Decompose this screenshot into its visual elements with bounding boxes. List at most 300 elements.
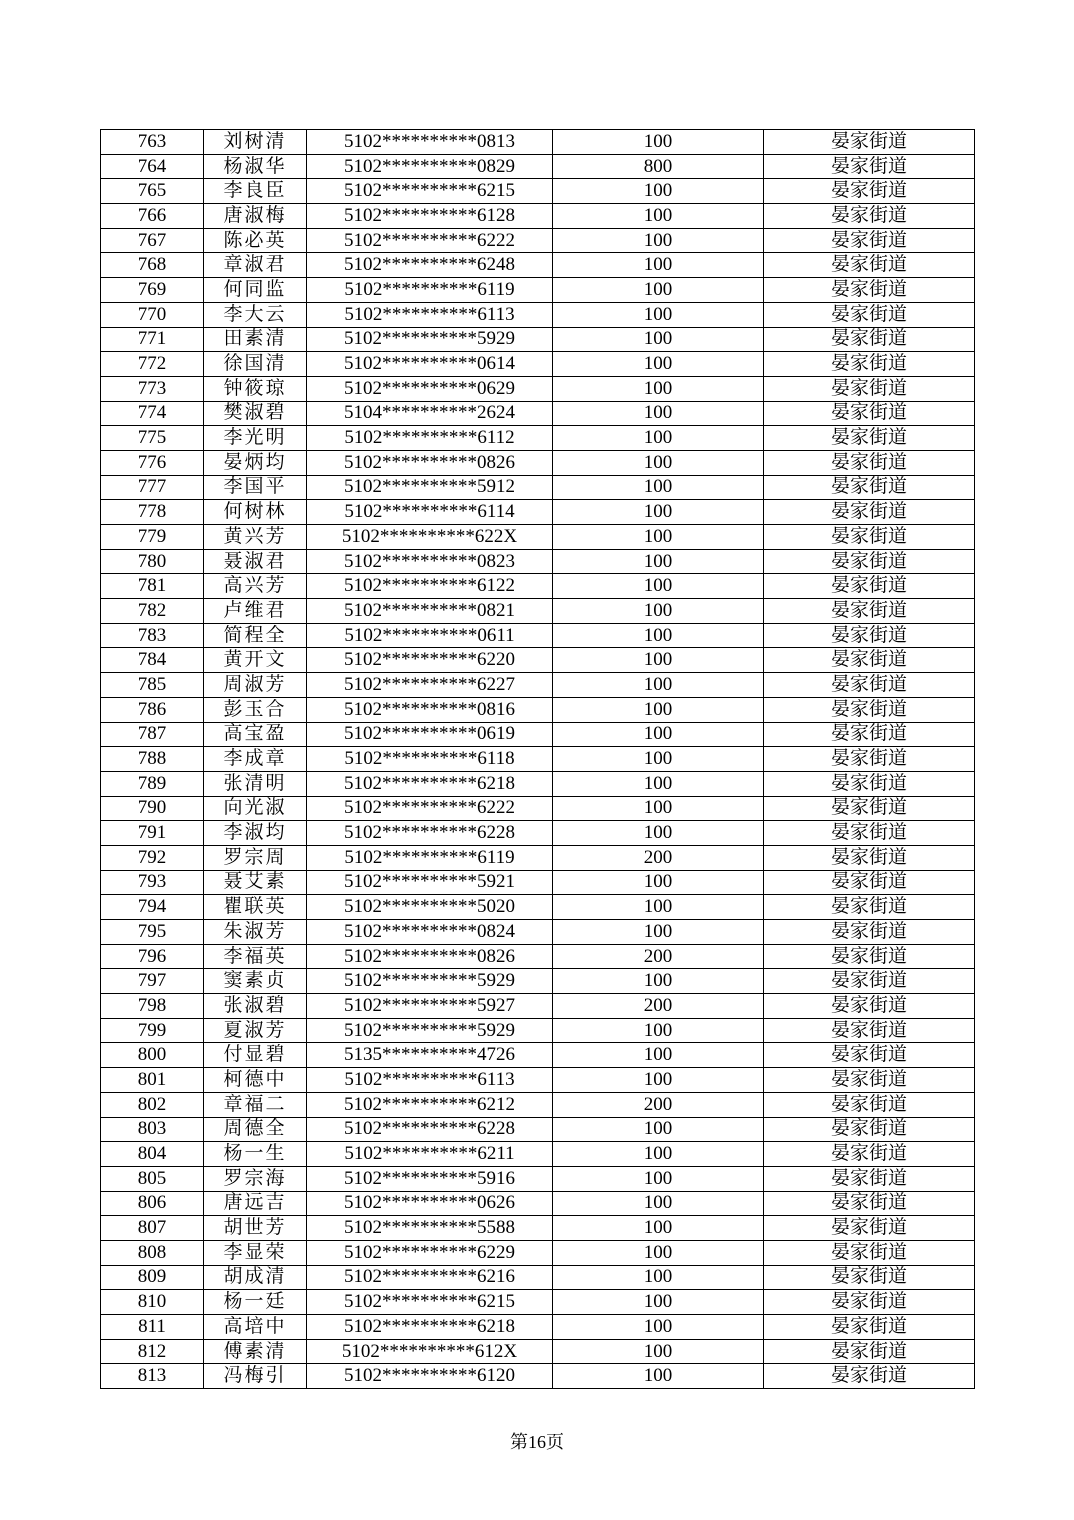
street-cell: 晏家街道	[764, 722, 975, 747]
id-number-cell: 5102**********0826	[307, 450, 553, 475]
id-number-cell: 5102**********0829	[307, 154, 553, 179]
row-number-cell: 781	[101, 574, 204, 599]
amount-cell: 200	[553, 845, 764, 870]
id-number-cell: 5102**********6216	[307, 1265, 553, 1290]
name-cell: 唐淑梅	[204, 204, 307, 229]
row-number-cell: 813	[101, 1364, 204, 1389]
table-row	[101, 154, 975, 179]
amount-cell: 100	[553, 500, 764, 525]
row-number-cell: 775	[101, 426, 204, 451]
street-cell: 晏家街道	[764, 796, 975, 821]
row-number-cell: 791	[101, 821, 204, 846]
street-cell: 晏家街道	[764, 549, 975, 574]
street-cell: 晏家街道	[764, 1142, 975, 1167]
id-number-cell: 5102**********5927	[307, 994, 553, 1019]
row-number-cell: 768	[101, 253, 204, 278]
street-cell: 晏家街道	[764, 204, 975, 229]
name-cell: 李显荣	[204, 1240, 307, 1265]
id-number-cell: 5102**********0619	[307, 722, 553, 747]
street-cell: 晏家街道	[764, 1315, 975, 1340]
street-cell: 晏家街道	[764, 845, 975, 870]
table-row	[101, 920, 975, 945]
table-row	[101, 944, 975, 969]
name-cell: 何同监	[204, 278, 307, 303]
name-cell: 李国平	[204, 475, 307, 500]
street-cell: 晏家街道	[764, 154, 975, 179]
id-number-cell: 5102**********6218	[307, 771, 553, 796]
street-cell: 晏家街道	[764, 574, 975, 599]
name-cell: 陈必英	[204, 228, 307, 253]
table-row	[101, 1043, 975, 1068]
amount-cell: 100	[553, 1166, 764, 1191]
id-number-cell: 5102**********0629	[307, 376, 553, 401]
id-number-cell: 5102**********6119	[307, 278, 553, 303]
row-number-cell: 796	[101, 944, 204, 969]
street-cell: 晏家街道	[764, 870, 975, 895]
table-row	[101, 1315, 975, 1340]
name-cell: 傅素清	[204, 1339, 307, 1364]
id-number-cell: 5102**********0824	[307, 920, 553, 945]
id-number-cell: 5102**********6229	[307, 1240, 553, 1265]
table-row	[101, 895, 975, 920]
row-number-cell: 812	[101, 1339, 204, 1364]
table-row	[101, 697, 975, 722]
amount-cell: 100	[553, 352, 764, 377]
amount-cell: 100	[553, 895, 764, 920]
amount-cell: 100	[553, 130, 764, 155]
row-number-cell: 800	[101, 1043, 204, 1068]
row-number-cell: 785	[101, 673, 204, 698]
id-number-cell: 5102**********6222	[307, 796, 553, 821]
amount-cell: 100	[553, 204, 764, 229]
id-number-cell: 5102**********5912	[307, 475, 553, 500]
row-number-cell: 778	[101, 500, 204, 525]
row-number-cell: 774	[101, 401, 204, 426]
table-row	[101, 278, 975, 303]
id-number-cell: 5102**********6220	[307, 648, 553, 673]
id-number-cell: 5102**********612X	[307, 1339, 553, 1364]
table-row	[101, 1068, 975, 1093]
row-number-cell: 772	[101, 352, 204, 377]
name-cell: 张淑碧	[204, 994, 307, 1019]
id-number-cell: 5102**********6113	[307, 302, 553, 327]
amount-cell: 100	[553, 1068, 764, 1093]
table-row	[101, 747, 975, 772]
name-cell: 高培中	[204, 1315, 307, 1340]
row-number-cell: 771	[101, 327, 204, 352]
street-cell: 晏家街道	[764, 1117, 975, 1142]
table-row	[101, 969, 975, 994]
id-number-cell: 5102**********5921	[307, 870, 553, 895]
row-number-cell: 780	[101, 549, 204, 574]
name-cell: 何树林	[204, 500, 307, 525]
id-number-cell: 5102**********6128	[307, 204, 553, 229]
street-cell: 晏家街道	[764, 1240, 975, 1265]
name-cell: 黄兴芳	[204, 525, 307, 550]
street-cell: 晏家街道	[764, 352, 975, 377]
amount-cell: 100	[553, 1265, 764, 1290]
name-cell: 柯德中	[204, 1068, 307, 1093]
amount-cell: 800	[553, 154, 764, 179]
amount-cell: 100	[553, 1364, 764, 1389]
name-cell: 樊淑碧	[204, 401, 307, 426]
row-number-cell: 798	[101, 994, 204, 1019]
name-cell: 聂淑君	[204, 549, 307, 574]
amount-cell: 100	[553, 302, 764, 327]
row-number-cell: 769	[101, 278, 204, 303]
table-row	[101, 771, 975, 796]
amount-cell: 100	[553, 771, 764, 796]
amount-cell: 100	[553, 450, 764, 475]
amount-cell: 100	[553, 1290, 764, 1315]
amount-cell: 100	[553, 747, 764, 772]
row-number-cell: 795	[101, 920, 204, 945]
id-number-cell: 5102**********6212	[307, 1092, 553, 1117]
row-number-cell: 788	[101, 747, 204, 772]
street-cell: 晏家街道	[764, 994, 975, 1019]
name-cell: 彭玉合	[204, 697, 307, 722]
table-row	[101, 1339, 975, 1364]
name-cell: 杨一廷	[204, 1290, 307, 1315]
name-cell: 简程全	[204, 623, 307, 648]
row-number-cell: 763	[101, 130, 204, 155]
street-cell: 晏家街道	[764, 673, 975, 698]
row-number-cell: 776	[101, 450, 204, 475]
id-number-cell: 5102**********0821	[307, 599, 553, 624]
row-number-cell: 802	[101, 1092, 204, 1117]
row-number-cell: 765	[101, 179, 204, 204]
amount-cell: 100	[553, 549, 764, 574]
table-row	[101, 179, 975, 204]
table-row	[101, 1092, 975, 1117]
id-number-cell: 5102**********0823	[307, 549, 553, 574]
row-number-cell: 794	[101, 895, 204, 920]
street-cell: 晏家街道	[764, 1191, 975, 1216]
amount-cell: 100	[553, 1216, 764, 1241]
amount-cell: 100	[553, 179, 764, 204]
table-row	[101, 352, 975, 377]
street-cell: 晏家街道	[764, 1216, 975, 1241]
row-number-cell: 792	[101, 845, 204, 870]
table-row	[101, 426, 975, 451]
street-cell: 晏家街道	[764, 500, 975, 525]
row-number-cell: 779	[101, 525, 204, 550]
table-row	[101, 228, 975, 253]
name-cell: 罗宗海	[204, 1166, 307, 1191]
table-row	[101, 549, 975, 574]
table-row	[101, 253, 975, 278]
amount-cell: 100	[553, 401, 764, 426]
id-number-cell: 5102**********6228	[307, 821, 553, 846]
name-cell: 夏淑芳	[204, 1018, 307, 1043]
amount-cell: 100	[553, 1339, 764, 1364]
name-cell: 田素清	[204, 327, 307, 352]
table-row	[101, 302, 975, 327]
row-number-cell: 787	[101, 722, 204, 747]
name-cell: 唐远吉	[204, 1191, 307, 1216]
id-number-cell: 5102**********0816	[307, 697, 553, 722]
row-number-cell: 764	[101, 154, 204, 179]
id-number-cell: 5102**********0614	[307, 352, 553, 377]
name-cell: 李良臣	[204, 179, 307, 204]
row-number-cell: 807	[101, 1216, 204, 1241]
street-cell: 晏家街道	[764, 401, 975, 426]
table-row	[101, 1265, 975, 1290]
id-number-cell: 5102**********6120	[307, 1364, 553, 1389]
amount-cell: 100	[553, 673, 764, 698]
amount-cell: 100	[553, 228, 764, 253]
id-number-cell: 5102**********6211	[307, 1142, 553, 1167]
table-row	[101, 574, 975, 599]
amount-cell: 200	[553, 944, 764, 969]
amount-cell: 100	[553, 278, 764, 303]
row-number-cell: 784	[101, 648, 204, 673]
street-cell: 晏家街道	[764, 920, 975, 945]
amount-cell: 100	[553, 1043, 764, 1068]
name-cell: 高兴芳	[204, 574, 307, 599]
amount-cell: 100	[553, 697, 764, 722]
name-cell: 罗宗周	[204, 845, 307, 870]
id-number-cell: 5102**********5929	[307, 1018, 553, 1043]
name-cell: 窦素贞	[204, 969, 307, 994]
name-cell: 张清明	[204, 771, 307, 796]
amount-cell: 100	[553, 376, 764, 401]
row-number-cell: 786	[101, 697, 204, 722]
amount-cell: 100	[553, 599, 764, 624]
street-cell: 晏家街道	[764, 253, 975, 278]
row-number-cell: 770	[101, 302, 204, 327]
amount-cell: 100	[553, 648, 764, 673]
amount-cell: 100	[553, 1018, 764, 1043]
name-cell: 周淑芳	[204, 673, 307, 698]
street-cell: 晏家街道	[764, 648, 975, 673]
street-cell: 晏家街道	[764, 302, 975, 327]
row-number-cell: 766	[101, 204, 204, 229]
id-number-cell: 5102**********0626	[307, 1191, 553, 1216]
table-row	[101, 994, 975, 1019]
street-cell: 晏家街道	[764, 747, 975, 772]
table-row	[101, 1117, 975, 1142]
name-cell: 黄开文	[204, 648, 307, 673]
amount-cell: 100	[553, 1240, 764, 1265]
name-cell: 章淑君	[204, 253, 307, 278]
street-cell: 晏家街道	[764, 697, 975, 722]
amount-cell: 100	[553, 525, 764, 550]
row-number-cell: 783	[101, 623, 204, 648]
table-row	[101, 796, 975, 821]
street-cell: 晏家街道	[764, 1018, 975, 1043]
id-number-cell: 5102**********5929	[307, 969, 553, 994]
name-cell: 徐国清	[204, 352, 307, 377]
street-cell: 晏家街道	[764, 278, 975, 303]
id-number-cell: 5102**********5020	[307, 895, 553, 920]
name-cell: 李光明	[204, 426, 307, 451]
name-cell: 胡成清	[204, 1265, 307, 1290]
table-row	[101, 870, 975, 895]
id-number-cell: 5102**********0813	[307, 130, 553, 155]
id-number-cell: 5102**********6122	[307, 574, 553, 599]
id-number-cell: 5102**********6112	[307, 426, 553, 451]
table-row	[101, 673, 975, 698]
page-number: 第16页	[510, 1432, 564, 1452]
row-number-cell: 789	[101, 771, 204, 796]
street-cell: 晏家街道	[764, 1092, 975, 1117]
table-row	[101, 327, 975, 352]
table-row	[101, 1240, 975, 1265]
id-number-cell: 5102**********6215	[307, 1290, 553, 1315]
amount-cell: 100	[553, 796, 764, 821]
name-cell: 周德全	[204, 1117, 307, 1142]
amount-cell: 200	[553, 1092, 764, 1117]
street-cell: 晏家街道	[764, 327, 975, 352]
row-number-cell: 808	[101, 1240, 204, 1265]
table-row	[101, 204, 975, 229]
row-number-cell: 806	[101, 1191, 204, 1216]
row-number-cell: 811	[101, 1315, 204, 1340]
id-number-cell: 5104**********2624	[307, 401, 553, 426]
row-number-cell: 782	[101, 599, 204, 624]
table-row	[101, 648, 975, 673]
amount-cell: 100	[553, 1315, 764, 1340]
name-cell: 章福二	[204, 1092, 307, 1117]
id-number-cell: 5102**********6228	[307, 1117, 553, 1142]
street-cell: 晏家街道	[764, 1290, 975, 1315]
table-row	[101, 722, 975, 747]
amount-cell: 100	[553, 475, 764, 500]
name-cell: 晏炳均	[204, 450, 307, 475]
table-row	[101, 845, 975, 870]
id-number-cell: 5102**********5916	[307, 1166, 553, 1191]
id-number-cell: 5102**********5588	[307, 1216, 553, 1241]
street-cell: 晏家街道	[764, 944, 975, 969]
table-row	[101, 450, 975, 475]
row-number-cell: 773	[101, 376, 204, 401]
table-row	[101, 130, 975, 155]
name-cell: 高宝盈	[204, 722, 307, 747]
id-number-cell: 5102**********6113	[307, 1068, 553, 1093]
amount-cell: 100	[553, 969, 764, 994]
row-number-cell: 797	[101, 969, 204, 994]
street-cell: 晏家街道	[764, 426, 975, 451]
name-cell: 瞿联英	[204, 895, 307, 920]
table-row	[101, 1364, 975, 1389]
amount-cell: 200	[553, 994, 764, 1019]
name-cell: 杨一生	[204, 1142, 307, 1167]
table-row	[101, 599, 975, 624]
street-cell: 晏家街道	[764, 623, 975, 648]
table-row	[101, 475, 975, 500]
name-cell: 杨淑华	[204, 154, 307, 179]
name-cell: 卢维君	[204, 599, 307, 624]
amount-cell: 100	[553, 426, 764, 451]
table-row	[101, 525, 975, 550]
street-cell: 晏家街道	[764, 1166, 975, 1191]
amount-cell: 100	[553, 327, 764, 352]
table-row	[101, 1191, 975, 1216]
id-number-cell: 5102**********6218	[307, 1315, 553, 1340]
row-number-cell: 801	[101, 1068, 204, 1093]
amount-cell: 100	[553, 722, 764, 747]
table-row	[101, 376, 975, 401]
amount-cell: 100	[553, 1142, 764, 1167]
roster-table-body	[101, 130, 975, 1389]
street-cell: 晏家街道	[764, 130, 975, 155]
id-number-cell: 5102**********0826	[307, 944, 553, 969]
id-number-cell: 5102**********6119	[307, 845, 553, 870]
name-cell: 聂艾素	[204, 870, 307, 895]
name-cell: 朱淑芳	[204, 920, 307, 945]
id-number-cell: 5102**********622X	[307, 525, 553, 550]
street-cell: 晏家街道	[764, 771, 975, 796]
table-row	[101, 1018, 975, 1043]
id-number-cell: 5135**********4726	[307, 1043, 553, 1068]
amount-cell: 100	[553, 821, 764, 846]
street-cell: 晏家街道	[764, 1043, 975, 1068]
table-row	[101, 821, 975, 846]
name-cell: 李淑均	[204, 821, 307, 846]
id-number-cell: 5102**********6118	[307, 747, 553, 772]
table-row	[101, 623, 975, 648]
street-cell: 晏家街道	[764, 179, 975, 204]
amount-cell: 100	[553, 1191, 764, 1216]
amount-cell: 100	[553, 253, 764, 278]
street-cell: 晏家街道	[764, 228, 975, 253]
row-number-cell: 767	[101, 228, 204, 253]
street-cell: 晏家街道	[764, 895, 975, 920]
row-number-cell: 810	[101, 1290, 204, 1315]
amount-cell: 100	[553, 623, 764, 648]
street-cell: 晏家街道	[764, 969, 975, 994]
street-cell: 晏家街道	[764, 475, 975, 500]
id-number-cell: 5102**********6248	[307, 253, 553, 278]
street-cell: 晏家街道	[764, 1265, 975, 1290]
table-row	[101, 1142, 975, 1167]
row-number-cell: 790	[101, 796, 204, 821]
amount-cell: 100	[553, 920, 764, 945]
row-number-cell: 799	[101, 1018, 204, 1043]
name-cell: 李大云	[204, 302, 307, 327]
table-row	[101, 1290, 975, 1315]
id-number-cell: 5102**********6114	[307, 500, 553, 525]
id-number-cell: 5102**********6215	[307, 179, 553, 204]
row-number-cell: 803	[101, 1117, 204, 1142]
street-cell: 晏家街道	[764, 376, 975, 401]
name-cell: 李成章	[204, 747, 307, 772]
row-number-cell: 809	[101, 1265, 204, 1290]
name-cell: 钟筱琼	[204, 376, 307, 401]
street-cell: 晏家街道	[764, 450, 975, 475]
row-number-cell: 804	[101, 1142, 204, 1167]
id-number-cell: 5102**********5929	[307, 327, 553, 352]
name-cell: 胡世芳	[204, 1216, 307, 1241]
street-cell: 晏家街道	[764, 821, 975, 846]
table-row	[101, 1166, 975, 1191]
street-cell: 晏家街道	[764, 1339, 975, 1364]
street-cell: 晏家街道	[764, 1364, 975, 1389]
amount-cell: 100	[553, 574, 764, 599]
name-cell: 向光淑	[204, 796, 307, 821]
name-cell: 付显碧	[204, 1043, 307, 1068]
amount-cell: 100	[553, 1117, 764, 1142]
name-cell: 冯梅引	[204, 1364, 307, 1389]
id-number-cell: 5102**********6222	[307, 228, 553, 253]
row-number-cell: 777	[101, 475, 204, 500]
name-cell: 刘树清	[204, 130, 307, 155]
street-cell: 晏家街道	[764, 525, 975, 550]
street-cell: 晏家街道	[764, 599, 975, 624]
id-number-cell: 5102**********6227	[307, 673, 553, 698]
row-number-cell: 793	[101, 870, 204, 895]
